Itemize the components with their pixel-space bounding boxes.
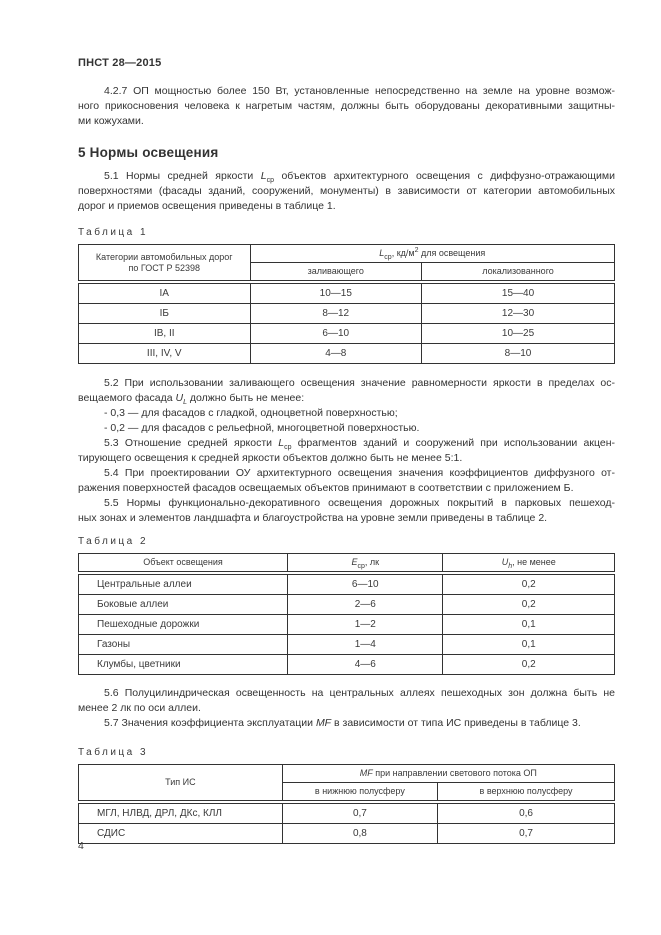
table-3-body [79,802,615,844]
table-cell: 10—25 [422,324,615,344]
table-row [79,615,615,635]
text-segment: 4.2.7 ОП мощностью более 150 Вт, установленные непосредственно на земле на уровне возмож- [104,85,615,97]
text-segment: ми кожухами. [78,115,144,127]
table-cell: Пешеходные дорожки [79,615,288,635]
table-3-span-header [282,765,614,783]
table-row [79,802,615,824]
table-3-label: Таблица 3 [78,747,149,758]
table-2-col3-header [443,554,615,574]
text-segment: , лк [364,557,380,567]
text-segment: фрагментов зданий и сооружений при использовании акцен- [291,437,615,449]
table-3-col1-header: Тип ИС [79,765,283,803]
text-segment: , не менее [512,557,556,567]
text-segment: ср [284,444,292,452]
table-cell: 12—30 [422,304,615,324]
text-segment: L [379,248,385,258]
header-text-line: по ГОСТ Р 52398 [128,262,200,273]
text-line [78,436,615,451]
section-5-heading: 5 Нормы освещения [78,145,219,160]
paragraph-5-7 [78,716,615,731]
table-1-span-header [250,245,614,263]
text-segment: поверхностями (фасады зданий, сооружений, монументы) в зависимости от категории автомобильных [78,185,615,197]
table-cell: 0,6 [438,802,615,824]
table-cell: 0,1 [443,615,615,635]
text-segment: L [183,399,187,407]
text-segment: ных зонах и элементов ландшафта и благоустройства на уровне земли приведены в таблице 2. [78,512,548,524]
text-segment: при направлении светового потока ОП [372,768,537,778]
table-cell: IА [79,282,251,304]
text-segment: 2 [414,247,419,254]
table-row [79,304,615,324]
table-3-header [79,765,615,803]
table-2-label: Таблица 2 [78,536,149,547]
table-1-subheader-flood: заливающего [250,263,422,283]
text-segment: дорог и приемов освещения приведены в таблице 1. [78,200,336,212]
text-segment: h [508,562,513,570]
paragraph-5-3 [78,436,615,466]
table-cell: Центральные аллеи [79,573,288,595]
text-segment: для освещения [418,248,486,258]
text-segment: ражения поверхностей фасадов освещаемых объектов принимают в соответствии с приложением Б. [78,482,574,494]
text-line [78,376,615,391]
table-cell: 1—2 [288,615,443,635]
table-1-col1-header [79,245,251,283]
text-line [78,199,615,214]
text-line [78,406,615,421]
table-cell: 0,1 [443,635,615,655]
table-3-header-row-1 [79,765,615,783]
table-row [79,595,615,615]
table-cell: СДИС [79,824,283,844]
text-segment: тирующего освещения к средней яркости объектов должно быть не менее 5:1. [78,452,463,464]
table-2-header [79,554,615,574]
table-cell: 0,2 [443,655,615,675]
text-line [78,496,615,511]
table-cell: Газоны [79,635,288,655]
table-1-label: Таблица 1 [78,227,149,238]
text-segment: - 0,2 — для фасадов с рельефной, многоцветной поверхностью. [104,422,420,434]
text-segment: U [501,557,509,567]
table-cell: 8—12 [250,304,422,324]
table-cell: 10—15 [250,282,422,304]
table-2-col2-header [288,554,443,574]
text-segment: - 0,3 — для фасадов с гладкой, одноцветной поверхностью; [104,407,398,419]
table-cell: Клумбы, цветники [79,655,288,675]
table-3-subheader-upper: в верхнюю полусферу [438,783,615,803]
text-line [78,184,615,199]
text-segment: вещаемого фасада [78,392,176,404]
text-segment: 5.6 Полуцилиндрическая освещенность на центральных аллеях пешеходных зон должна быть не [104,687,615,699]
table-1-header [79,245,615,283]
table-row [79,573,615,595]
table-cell: 6—10 [250,324,422,344]
text-line [78,511,615,526]
text-line [78,481,615,496]
table-3-subheader-lower: в нижнюю полусферу [282,783,437,803]
table-1-subheader-localized: локализованного [422,263,615,283]
text-segment: L [260,170,267,182]
table-row [79,324,615,344]
table-cell: 2—6 [288,595,443,615]
table-2-col1-header: Объект освещения [79,554,288,574]
header-text-line: Категории автомобильных дорог [95,251,233,262]
table-row [79,282,615,304]
table-2 [78,553,615,675]
table-row [79,824,615,844]
table-cell: 0,2 [443,573,615,595]
table-row [79,344,615,364]
text-segment: ср [384,253,392,261]
text-line [78,701,615,716]
table-cell: IВ, II [79,324,251,344]
text-segment: 5.1 Нормы средней яркости [104,170,261,182]
text-line [78,451,615,466]
text-line [78,169,615,184]
text-segment: MF [359,768,373,778]
text-line [78,686,615,701]
text-segment: , кд/м [391,248,415,258]
table-cell: 4—8 [250,344,422,364]
table-1-body [79,282,615,364]
paragraph-5-4 [78,466,615,496]
text-line [78,716,615,731]
table-2-body [79,573,615,675]
text-segment: в зависимости от типа ИС приведены в таблице 3. [331,717,581,729]
table-1 [78,244,615,364]
text-line [78,391,615,406]
text-line [78,99,615,114]
table-cell: 0,8 [282,824,437,844]
table-cell: Боковые аллеи [79,595,288,615]
table-cell: III, IV, V [79,344,251,364]
table-2-header-row [79,554,615,574]
text-line [78,421,615,436]
text-segment: U [175,392,184,404]
text-segment: ного прикосновения человека к нагретым частям, должны быть оборудованы декоративными защитны- [78,100,615,112]
table-cell: 8—10 [422,344,615,364]
text-segment: 5.2 При использовании заливающего освещения значение равномерности яркости в пределах ос- [104,377,615,389]
table-row [79,635,615,655]
paragraph-4-2-7 [78,84,615,129]
text-segment: менее 2 лк по оси аллеи. [78,702,201,714]
table-row [79,655,615,675]
text-segment: MF [315,717,332,729]
paragraph-5-1 [78,169,615,214]
paragraph-5-2 [78,376,615,436]
document-code: ПНСТ 28—2015 [78,57,162,69]
page-number: 4 [78,840,84,852]
table-1-header-row-1 [79,245,615,263]
table-cell: МГЛ, НЛВД, ДРЛ, ДКс, КЛЛ [79,802,283,824]
table-cell: 15—40 [422,282,615,304]
table-cell: 0,7 [282,802,437,824]
text-segment: объектов архитектурного освещения с диффузно-отражающими [274,170,615,182]
paragraph-5-5 [78,496,615,526]
table-cell: 1—4 [288,635,443,655]
text-segment: 5.4 При проектировании ОУ архитектурного освещения значения коэффициентов диффузного от- [104,467,615,479]
text-segment: 5.5 Нормы функционально-декоративного освещения дорожных покрытий в парковых пешеход- [104,497,615,509]
text-segment: 5.3 Отношение средней яркости [104,437,279,449]
text-segment: ср [357,562,365,570]
table-cell: 0,7 [438,824,615,844]
table-3 [78,764,615,844]
paragraph-5-6 [78,686,615,716]
text-segment: E [351,557,358,567]
table-cell: 4—6 [288,655,443,675]
text-line [78,114,615,129]
text-segment: должно быть не менее: [186,392,305,404]
text-line [78,84,615,99]
table-cell: 6—10 [288,573,443,595]
table-cell: IБ [79,304,251,324]
table-cell: 0,2 [443,595,615,615]
text-segment: 5.7 Значения коэффициента эксплуатации [104,717,316,729]
text-line [78,466,615,481]
text-segment: L [278,437,285,449]
text-segment: ср [266,177,274,185]
page-content [78,57,615,844]
